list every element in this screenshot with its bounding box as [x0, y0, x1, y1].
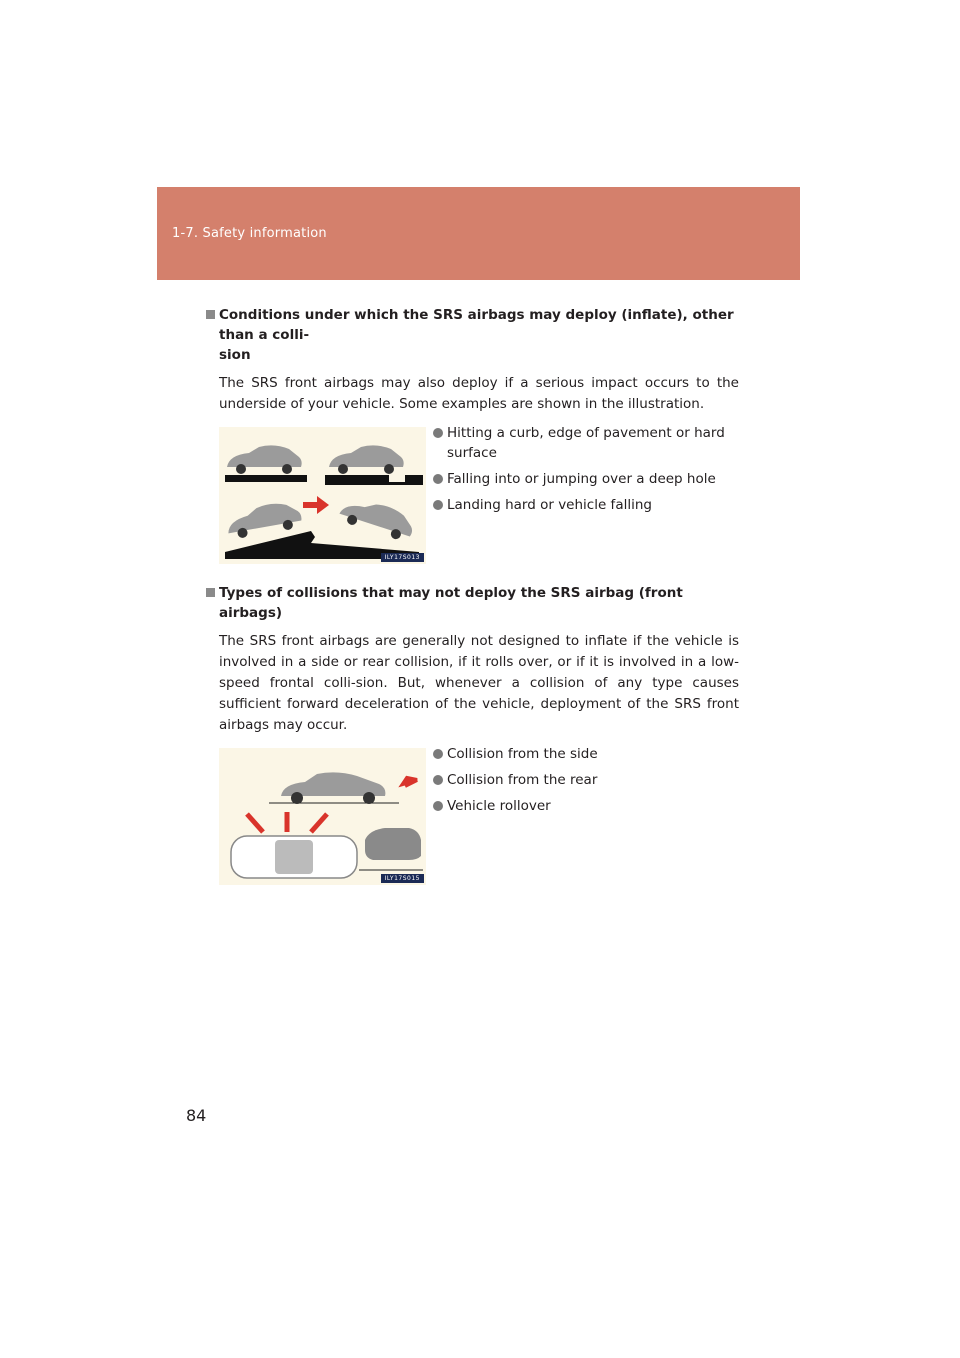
car-impact-illustration [219, 427, 426, 564]
bullet-list [433, 744, 733, 822]
bullet-icon [433, 500, 443, 510]
figure-row [219, 427, 739, 567]
car-icon [225, 499, 303, 540]
bullet-icon [433, 474, 443, 484]
car-icon [329, 445, 404, 474]
subheading-deploy-conditions: Conditions under which the SRS airbags may deploy (inflate), other than a colli- sion [219, 305, 739, 365]
square-bullet-icon [206, 310, 215, 319]
square-bullet-icon [206, 588, 215, 597]
bullet-icon [433, 749, 443, 759]
body-paragraph: The SRS front airbags are generally not designed to inflate if the vehicle is involved in a side or rear collision, if it rolls over, or if it is involved in a low-speed frontal colli-sion. But, whenever a collision of any type causes sufficient forward deceleration of the vehicle, deployment of the SRS front airbags may occur. [219, 633, 739, 733]
bullet-icon [433, 428, 443, 438]
underside-impact-illustration [219, 427, 426, 564]
bullet-icon [433, 801, 443, 811]
page-number: 84 [186, 1106, 207, 1125]
car-top-view-icon [231, 836, 357, 878]
red-arrow-icon [403, 778, 417, 786]
collision-illustration [219, 748, 426, 885]
figure-code: ILY17S013 [381, 553, 424, 562]
list-item: Collision from the side [433, 744, 733, 764]
red-arrow-icon [247, 814, 263, 832]
body-paragraph: The SRS front airbags may also deploy if a serious impact occurs to the underside of your vehicle. Some examples are shown in the illustration. [219, 375, 739, 412]
red-arrow-icon [311, 814, 327, 832]
car-icon [227, 445, 302, 474]
list-item: Hitting a curb, edge of pavement or hard surface [433, 423, 733, 463]
header-band [157, 187, 800, 280]
section-title: 1-7. Safety information [172, 226, 327, 241]
figure-row [219, 748, 739, 888]
figure-code: ILY17S015 [381, 874, 424, 883]
bullet-list [433, 423, 733, 521]
red-arrow-icon [303, 496, 329, 514]
page-content [219, 305, 739, 888]
list-item: Falling into or jumping over a deep hole [433, 469, 733, 489]
list-item: Landing hard or vehicle falling [433, 495, 733, 515]
list-item: Collision from the rear [433, 770, 733, 790]
car-icon [281, 772, 385, 804]
list-item: Vehicle rollover [433, 796, 733, 816]
car-icon [337, 493, 417, 543]
collision-types-illustration [219, 748, 426, 885]
subheading-no-deploy-types: Types of collisions that may not deploy the SRS airbag (front airbags) [219, 583, 739, 623]
rollover-car-icon [365, 828, 421, 860]
bullet-icon [433, 775, 443, 785]
